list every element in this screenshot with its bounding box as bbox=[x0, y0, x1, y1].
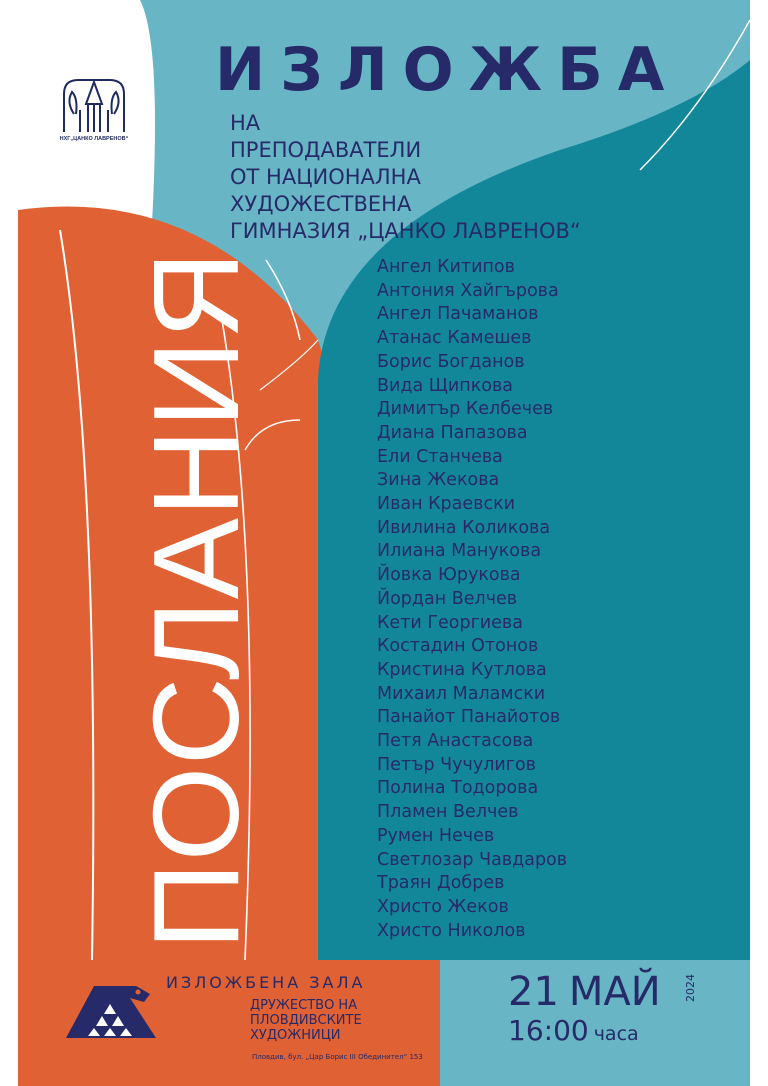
vertical-title: ПОСЛАНИЯ bbox=[128, 250, 264, 950]
artist-name: Кристина Кутлова bbox=[377, 659, 547, 680]
artist-name: Илиана Манукова bbox=[377, 541, 542, 562]
society-line: ДРУЖЕСТВО НА bbox=[250, 998, 358, 1013]
artist-name: Ели Станчева bbox=[377, 446, 503, 467]
artist-name: Костадин Отонов bbox=[377, 636, 539, 657]
artist-name: Кети Георгиева bbox=[377, 612, 523, 633]
school-logo bbox=[56, 74, 132, 150]
subtitle-line: ОТ НАЦИОНАЛНА bbox=[230, 165, 421, 189]
venue-society bbox=[250, 998, 398, 1043]
event-day: 21 bbox=[508, 969, 559, 1015]
artist-name: Христо Жеков bbox=[377, 896, 509, 917]
artist-name: Траян Добрев bbox=[377, 873, 505, 894]
artist-name: Румен Нечев bbox=[377, 825, 495, 846]
artist-name: Пламен Велчев bbox=[377, 802, 519, 823]
event-date bbox=[508, 969, 697, 1047]
venue-block bbox=[166, 973, 423, 1061]
artist-name: Ангел Китипов bbox=[377, 257, 515, 277]
society-line: ПЛОВДИВСКИТЕ bbox=[250, 1013, 362, 1028]
artist-name: Йовка Юрукова bbox=[377, 565, 521, 586]
society-line: ХУДОЖНИЦИ bbox=[250, 1028, 341, 1043]
subtitle-line: НА bbox=[230, 111, 261, 135]
event-hours-label: часа bbox=[593, 1023, 639, 1045]
artist-name: Петя Анастасова bbox=[377, 731, 534, 752]
venue-address: Пловдив, бул. „Цар Борис III Обединител“ 153 bbox=[252, 1053, 423, 1061]
artist-name: Панайот Панайотов bbox=[377, 707, 561, 728]
event-time: 16:00 bbox=[508, 1014, 589, 1047]
event-time-row bbox=[508, 1014, 661, 1047]
venue-hall: ИЗЛОЖБЕНА ЗАЛА bbox=[166, 973, 366, 992]
artist-name: Диана Папазова bbox=[377, 422, 528, 443]
event-year: 2024 bbox=[684, 974, 697, 1002]
school-emblem-icon bbox=[56, 74, 132, 134]
artist-name: Иван Краевски bbox=[377, 494, 516, 515]
artist-name: Ангел Пачаманов bbox=[377, 304, 539, 325]
artist-name: Атанас Камешев bbox=[377, 328, 532, 349]
artist-name: Антония Хайгърова bbox=[377, 280, 559, 301]
artist-name: Зина Жекова bbox=[377, 470, 500, 491]
exhibition-title: ИЗЛОЖБА bbox=[215, 35, 680, 105]
artist-name: Петър Чучулигов bbox=[377, 754, 536, 775]
hall-logo-icon bbox=[64, 984, 156, 1040]
event-month: МАЙ bbox=[568, 969, 661, 1015]
event-day-month bbox=[508, 970, 661, 1014]
school-logo-caption: НХГ„ЦАНКО ЛАВРЕНОВ“ bbox=[59, 136, 129, 142]
artist-name: Полина Тодорова bbox=[377, 778, 539, 799]
subtitle-line: ПРЕПОДАВАТЕЛИ bbox=[230, 138, 422, 162]
artist-name: Борис Богданов bbox=[377, 351, 525, 372]
subtitle-line: ГИМНАЗИЯ „ЦАНКО ЛАВРЕНОВ“ bbox=[230, 219, 581, 243]
artist-name: Светлозар Чавдаров bbox=[377, 849, 568, 870]
artist-list bbox=[377, 256, 567, 943]
artist-name: Димитър Келбечев bbox=[377, 399, 554, 420]
artist-name: Михаил Маламски bbox=[377, 683, 546, 704]
exhibition-subtitle bbox=[230, 110, 581, 245]
artist-name: Христо Николов bbox=[377, 920, 526, 941]
artist-name: Вида Щипкова bbox=[377, 375, 514, 396]
artist-name: Йордан Велчев bbox=[377, 588, 518, 609]
artist-name: Ивилина Коликова bbox=[377, 517, 551, 538]
subtitle-line: ХУДОЖЕСТВЕНА bbox=[230, 192, 412, 216]
